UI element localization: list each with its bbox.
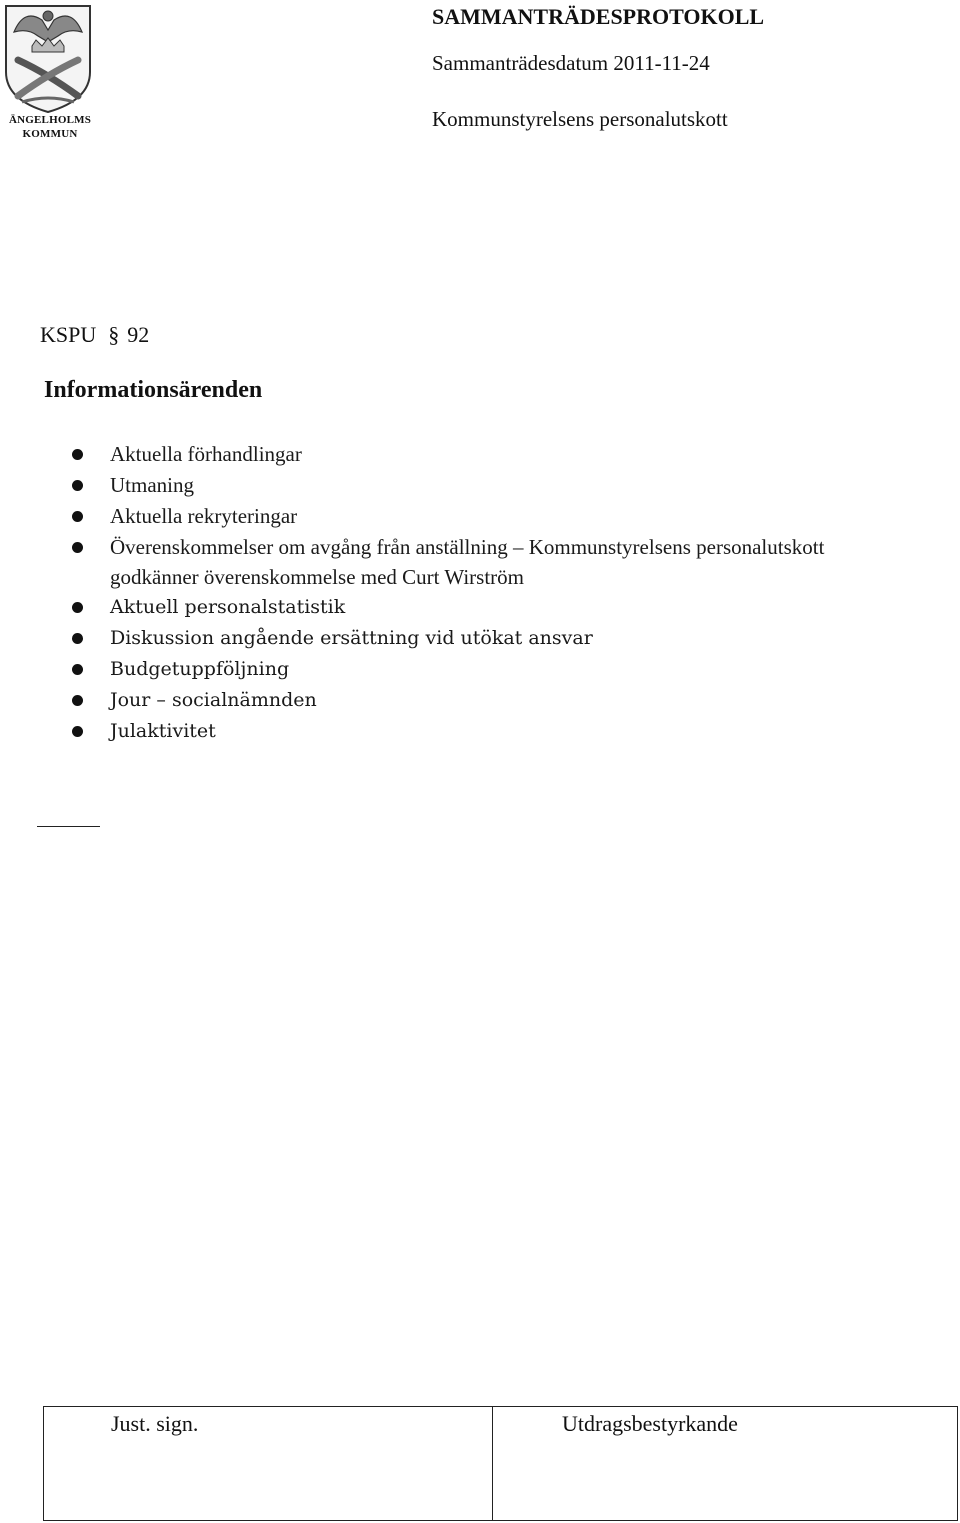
municipal-coat-of-arms	[2, 2, 94, 144]
bullet-icon	[72, 664, 83, 675]
list-item	[0, 623, 960, 654]
bullet-icon	[72, 480, 83, 491]
bullet-icon	[72, 542, 83, 553]
list-item	[0, 716, 960, 747]
coat-of-arms-icon	[2, 2, 94, 114]
list-item-text: Diskussion angående ersättning vid utökat ansvar	[110, 627, 593, 649]
logo-text-line2: KOMMUN	[22, 128, 78, 140]
bullet-icon	[72, 602, 83, 613]
meeting-date: Sammanträdesdatum 2011-11-24	[432, 51, 710, 75]
bullet-icon	[72, 449, 83, 460]
just-sign-label: Just. sign.	[111, 1411, 199, 1436]
bullet-icon	[72, 511, 83, 522]
section-symbol: §	[108, 322, 120, 347]
end-rule	[37, 826, 100, 827]
document-title: SAMMANTRÄDESPROTOKOLL	[432, 4, 765, 29]
paragraph-prefix: KSPU	[40, 322, 97, 347]
logo-text-line1: ÄNGELHOLMS	[8, 114, 92, 126]
list-item-text: Jour – socialnämnden	[110, 689, 317, 711]
list-item	[0, 470, 960, 501]
list-item-text: Budgetuppföljning	[110, 658, 290, 680]
list-item	[0, 654, 960, 685]
utdragsbestyrkande-label: Utdragsbestyrkande	[562, 1411, 738, 1436]
committee-name: Kommunstyrelsens personalutskott	[432, 107, 728, 131]
list-item	[0, 532, 960, 592]
list-item-text: Överenskommelser om avgång från anställning – Kommunstyrelsens personalutskott	[110, 535, 825, 559]
list-item	[0, 501, 960, 532]
bullet-icon	[72, 695, 83, 706]
list-item	[0, 592, 960, 623]
list-item	[0, 439, 960, 470]
bullet-icon	[72, 633, 83, 644]
section-heading: Informationsärenden	[44, 377, 263, 403]
paragraph-number: 92	[127, 322, 150, 347]
signature-box	[43, 1406, 958, 1521]
bullet-icon	[72, 726, 83, 737]
list-item-text: Aktuella förhandlingar	[110, 442, 302, 466]
paragraph-reference	[40, 322, 149, 348]
information-items-list	[0, 439, 960, 747]
signature-box-divider	[492, 1407, 493, 1520]
list-item-text: Aktuell personalstatistik	[110, 596, 346, 618]
list-item-text: Utmaning	[110, 473, 194, 497]
list-item	[0, 685, 960, 716]
list-item-continuation: godkänner överenskommelse med Curt Wirström	[110, 565, 525, 589]
list-item-text: Aktuella rekryteringar	[110, 504, 298, 528]
list-item-text: Julaktivitet	[110, 720, 216, 742]
